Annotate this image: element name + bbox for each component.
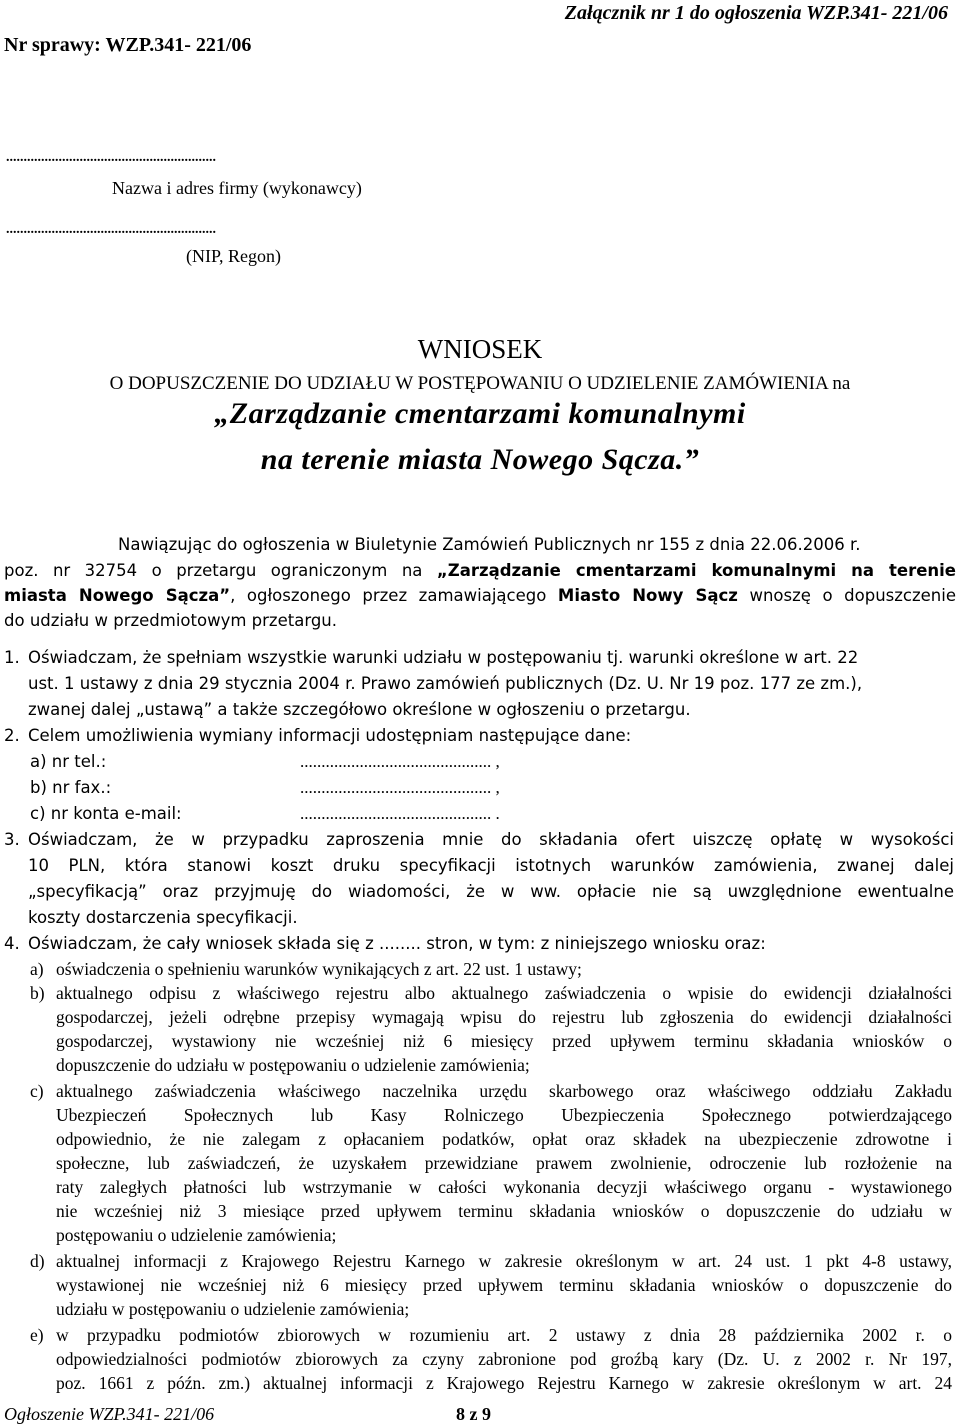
phone-field[interactable]: ............................................. , [300,752,500,771]
title-subject-line-2: na terenie miasta Nowego Sącza.” [260,443,700,476]
sub-a-label: a) [30,959,44,979]
sub-c-line-6: nie wcześniej niż 3 miesiące przed upływem terminu składania wniosków o dopuszczenie do udziału w [56,1201,952,1221]
email-label: c) nr konta e-mail: [30,804,182,823]
sub-c-line-3: odpowiednio, że nie zalegam z opłacaniem podatków, opłat oraz składek na ubezpieczenie zdrowotne i [56,1129,952,1149]
item-2-line-1: Celem umożliwienia wymiany informacji udostępniam następujące dane: [28,726,632,745]
intro-line-1: Nawiązując do ogłoszenia w Biuletynie Zamówień Publicznych nr 155 z dnia 22.06.2006 r. [118,535,861,554]
title-subtitle: O DOPUSZCZENIE DO UDZIAŁU W POSTĘPOWANIU O UDZIELENIE ZAMÓWIENIA na [109,373,851,394]
footer-announcement: Ogłoszenie WZP.341- 221/06 [4,1404,215,1424]
sub-d-label: d) [30,1251,45,1271]
item-1-line-3: zwanej dalej „ustawą” a także szczegółowo określone w ogłoszeniu o przetargu. [28,700,691,719]
phone-label: a) nr tel.: [30,752,107,771]
sub-d-line-2: wystawionej nie wcześniej niż 6 miesięcy przed upływem terminu składania wniosków o dopuszczenie do [56,1275,952,1295]
intro-line-2: poz. nr 32754 o przetargu ograniczonym na „Zarządzanie cmentarzami komunalnymi na terenie [4,561,956,580]
intro-line-4: do udziału w przedmiotowym przetargu. [4,611,337,630]
nip-regon-label: (NIP, Regon) [186,246,281,266]
item-3-line-2: 10 PLN, która stanowi koszt druku specyfikacji istotnych warunków zamówienia, zwanej dalej [28,856,954,875]
sub-e-line-3: poz. 1661 z późn. zm.) aktualnej informacji z Krajowego Rejestru Karnego w zakresie określonym w art. 24 [56,1373,952,1393]
item-3-line-3: „specyfikacją” oraz przyjmuję do wiadomości, że w ww. opłacie nie są uwzględnione ewentualne [28,882,954,901]
contractor-name-label: Nazwa i adres firmy (wykonawcy) [112,178,362,198]
sub-a-line-1: oświadczenia o spełnieniu warunków wynikających z art. 22 ust. 1 ustawy; [56,959,582,979]
sub-b-label: b) [30,983,45,1003]
sub-e-line-2: odpowiedzialności podmiotów zbiorowych za czyny zabronione pod groźbą kary (Dz. U. z 2002 r. Nr 197, [56,1349,952,1369]
sub-c-line-2: Ubezpieczeń Społecznych lub Kasy Rolniczego Ubezpieczenia Społecznego potwierdzającego [56,1105,952,1125]
sub-b-line-3: gospodarczej, wystawiony nie wcześniej niż 6 miesięcy przed upływem terminu składania wniosków o [56,1031,952,1051]
email-field[interactable]: ............................................. . [300,804,500,823]
contractor-dots-2: ............................................................ [6,222,216,237]
sub-c-line-5: raty zaległych płatności lub wstrzymanie w całości wykonania decyzji właściwego organu - wystawionego [56,1177,952,1197]
contractor-dots-1: ............................................................ [6,150,216,165]
item-number: 1. [4,648,20,667]
sub-b-line-1: aktualnego odpisu z właściwego rejestru albo aktualnego zaświadczenia o wpisie do ewidencji działalności [56,983,952,1003]
sub-c-line-1: aktualnego zaświadczenia właściwego naczelnika urzędu skarbowego oraz właściwego oddziału Zakładu [56,1081,952,1101]
sub-b-line-4: dopuszczenie do udziału w postępowaniu o udzielenie zamówienia; [56,1055,530,1075]
title-wniosek: WNIOSEK [417,334,543,364]
item-3-line-4: koszty dostarczenia specyfikacji. [28,908,298,927]
title-subject-line-1: „Zarządzanie cmentarzami komunalnymi [214,397,746,430]
footer-page-number: 8 z 9 [456,1404,491,1424]
item-number: 2. [4,726,20,745]
item-number: 3. [4,830,20,849]
intro-line-3: miasta Nowego Sącza”, ogłoszonego przez zamawiającego Miasto Nowy Sącz wnoszę o dopuszczenie [4,586,956,605]
item-3-line-1: Oświadczam, że w przypadku zaproszenia mnie do składania ofert uiszczę opłatę w wysokości [28,830,954,849]
sub-b-line-2: gospodarczej, jeżeli odrębne przepisy wymagają wpisu do rejestru lub zgłoszenia do ewidencji działalności [56,1007,952,1027]
item-1-line-1: Oświadczam, że spełniam wszystkie warunki udziału w postępowaniu tj. warunki określone w art. 22 [28,648,859,667]
sub-c-line-4: społeczne, lub zaświadczeń, że uzyskałem przewidziane prawem zwolnienie, odroczenie lub rozłożenie na [56,1153,952,1173]
sub-c-line-7: postępowaniu o udzielenie zamówienia; [56,1225,337,1245]
sub-e-line-1: w przypadku podmiotów zbiorowych w rozumieniu art. 2 ustawy z dnia 28 października 2002 r. o [56,1325,952,1345]
item-4-line-1: Oświadczam, że cały wniosek składa się z ........ stron, w tym: z niniejszego wniosku oraz: [28,934,766,953]
sub-e-label: e) [30,1325,44,1345]
attachment-label: Załącznik nr 1 do ogłoszenia WZP.341- 221/06 [564,2,948,24]
sub-d-line-1: aktualnej informacji z Krajowego Rejestru Karnego w zakresie określonym w art. 24 ust. 1 pkt 4-8 ustawy, [56,1251,952,1271]
fax-label: b) nr fax.: [30,778,112,797]
item-number: 4. [4,934,20,953]
fax-field[interactable]: ............................................. , [300,778,500,797]
case-number: Nr sprawy: WZP.341- 221/06 [4,34,252,56]
item-1-line-2: ust. 1 ustawy z dnia 29 stycznia 2004 r. Prawo zamówień publicznych (Dz. U. Nr 19 poz. 177 ze zm.), [28,674,863,693]
sub-c-label: c) [30,1081,44,1101]
sub-d-line-3: udziału w postępowaniu o udzielenie zamówienia; [56,1299,410,1319]
